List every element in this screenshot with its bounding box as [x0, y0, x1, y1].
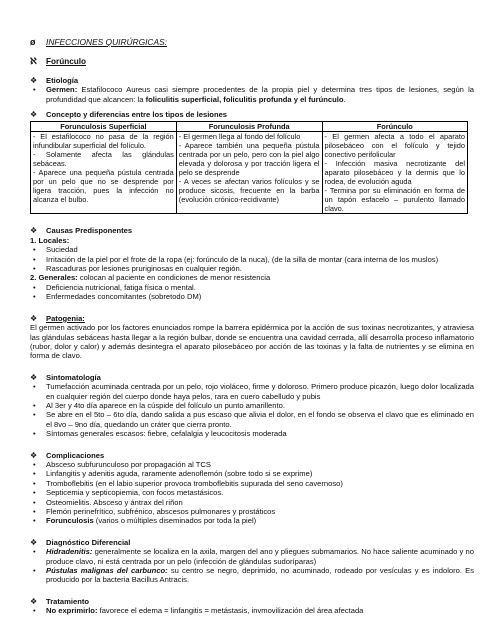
list-item: • Rascaduras por lesiones pruriginosas en cualquier región. — [30, 264, 474, 273]
list-item: • Se abre en el 5to – 6to día, dando salida a pus escaso que alivia el dolor, en el fondo se observa el clavo que es eliminado en el 8vo – 9no día, quedando un cráter que cierra pronto. — [30, 410, 474, 429]
diamond-bullet-icon: ❖ — [30, 75, 38, 85]
generales-line: 2. Generales: colocan al paciente en condiciones de menor resistencia — [30, 273, 271, 283]
list-item: • Linfangitis y adenitis aguda, raramente adenoflemón (sobre todo si se exprime) — [30, 469, 474, 478]
diamond-bullet-icon: ❖ — [30, 226, 38, 236]
diamond-bullet-icon: ❖ — [30, 110, 38, 120]
diamond-bullet-icon: ❖ — [30, 313, 38, 323]
list-item: • Osteomielitis. Absceso y ántrax del riñon — [30, 498, 474, 507]
concepto-heading: ❖ Concepto y diferencias entre los tipos de lesiones — [30, 110, 228, 120]
list-item: • Hidradenitis: generalmente se localiza en la axila, margen del ano y pliegues submamarios. No hace saliente acuminado y no produce clavo, ni está centrada por un pelo (infección de glándulas sudoríparas) — [30, 547, 474, 566]
list-item: • Absceso subfurunculoso por propagación al TCS — [30, 460, 474, 469]
table-cell: - El germen llega al fondo del folículo - Aparece también una pequeña pústula centrada por un pelo, pero con la piel algo elevada y dolorosa y por tracción ligera el pelo se desprende - A veces se afectan varios folículos y se produce sicosis, frecuente en la barba (evolución crónico-recidivante) — [176, 132, 322, 214]
list-item: • Al 3er y 4to día aparece en la cúspide del folículo un punto amarillento. — [30, 401, 474, 410]
aleph-symbol-icon: ℵ — [30, 56, 37, 67]
sintomatologia-list — [30, 382, 474, 438]
complicaciones-heading: ❖ Complicaciones — [30, 450, 105, 460]
table-cell: - El estafilococo no pasa de la región infundibular superficial del folículo. - Solamente afecta las glándulas sebáceas. - Aparece una pequeña pústula centrada por un pelo que no se desprende por ligera tracción, pues la infección no alcanza el bulbo. — [31, 132, 177, 214]
table-header: Forunculosis Profunda — [176, 122, 322, 132]
diamond-bullet-icon: ❖ — [30, 372, 38, 382]
page-title: INFECCIONES QUIRÚRGICAS: — [46, 37, 167, 47]
list-item: • No exprimirlo: favorece el edema = linfangitis = metástasis, invmovilización del área afectada — [30, 606, 474, 615]
subsection-title: Forúnculo — [46, 57, 87, 67]
list-item: • Pústulas malignas del carbunco: su centro se negro, deprimido, no acuminado, rodeado por vesículas y es indoloro. Es producido por la bacteria Bacillus Antracis. — [30, 566, 474, 585]
tratamiento-list — [30, 606, 474, 615]
sintomatologia-heading: ❖ Sintomatología — [30, 372, 101, 382]
patogenia-heading: ❖ Patogenia: — [30, 313, 85, 323]
comparison-table — [30, 121, 468, 214]
etiologia-list — [30, 85, 474, 104]
etiologia-heading: ❖ Etiología — [30, 75, 79, 85]
list-item: • Septicemia y septicopiemia, con focos metastásicos. — [30, 488, 474, 497]
locales-list — [30, 245, 474, 273]
list-item: • Forunculosis (varios o múltiples diseminados por toda la piel) — [30, 516, 474, 525]
null-symbol-icon: ø — [30, 37, 36, 47]
list-item: • Suciedad — [30, 245, 474, 254]
diagnostico-list — [30, 547, 474, 585]
diamond-bullet-icon: ❖ — [30, 450, 38, 460]
list-item: • Tromboflebitis (en el labio superior provoca tromboflebitis supurada del seno cavernoso) — [30, 479, 474, 488]
subsection-header — [30, 57, 474, 66]
table-header: Forunculosis Superficial — [31, 122, 177, 132]
complicaciones-list — [30, 460, 474, 526]
generales-list — [30, 283, 474, 302]
list-item: • Deficiencia nutricional, fatiga física o mental. — [30, 283, 474, 292]
list-item: • Flemón perinefrítico, subfrénico, abscesos pulmonares y prostáticos — [30, 507, 474, 516]
locales-label: 1. Locales: — [30, 235, 70, 245]
diagnostico-heading: ❖ Diagnóstico Diferencial — [30, 537, 131, 547]
list-item: • Enfermedades concomitantes (sobretodo DM) — [30, 292, 474, 301]
patogenia-text: El germen activado por los factores enunciados rompe la barrera epidérmica por la acción de sus toxinas necrotizantes, y atraviesa las glándulas sebáceas hasta llegar a la región bulbar, donde se encuentra una cavidad cerrada, allí desarrolla proceso inflamatorio (rubor, dolor y calor) y además desintegra el aparato pilosebáceo por acción de las toxinas y la falta de nutrientes y se elimina en forma de clavo. — [30, 323, 474, 361]
diamond-bullet-icon: ❖ — [30, 596, 38, 606]
table-header: Forúnculo — [322, 122, 467, 132]
list-item: • Irritación de la piel por el frote de la ropa (ej: forúnculo de la nuca), (de la silla de montar (cara interna de los muslos) — [30, 255, 474, 264]
causas-heading: ❖ Causas Predisponentes — [30, 226, 133, 236]
list-item: • Germen: Estafilococo Aureus casi siempre procedentes de la propia piel y determina tres tipos de lesiones, según la profundidad que alcancen: la foliculitis superficial, foliculitis profunda y el furúnculo. — [30, 85, 474, 104]
table-cell: - El germen afecta a todo el aparato pilosebáceo con el folículo y tejido conectivo perifolicular - Infección masiva necrotizante del aparato pilosebáceo y la dermis que lo rodea, de evolución aguda - Termina por su eliminación en forma de un tapón esfacelo – purulento llamado clavo. — [322, 132, 467, 214]
section-header — [30, 38, 474, 47]
diamond-bullet-icon: ❖ — [30, 537, 38, 547]
list-item: • Síntomas generales escasos: fiebre, cefalalgia y leucocitosis moderada — [30, 429, 474, 438]
list-item: • Tumefacción acuminada centrada por un pelo, rojo violáceo, firme y doloroso. Primero produce picazón, luego dolor localizada en cualquier región del cuerpo donde haya pelos, rara en cuero cabelludo y pubis — [30, 382, 474, 401]
tratamiento-heading: ❖ Tratamiento — [30, 596, 90, 606]
